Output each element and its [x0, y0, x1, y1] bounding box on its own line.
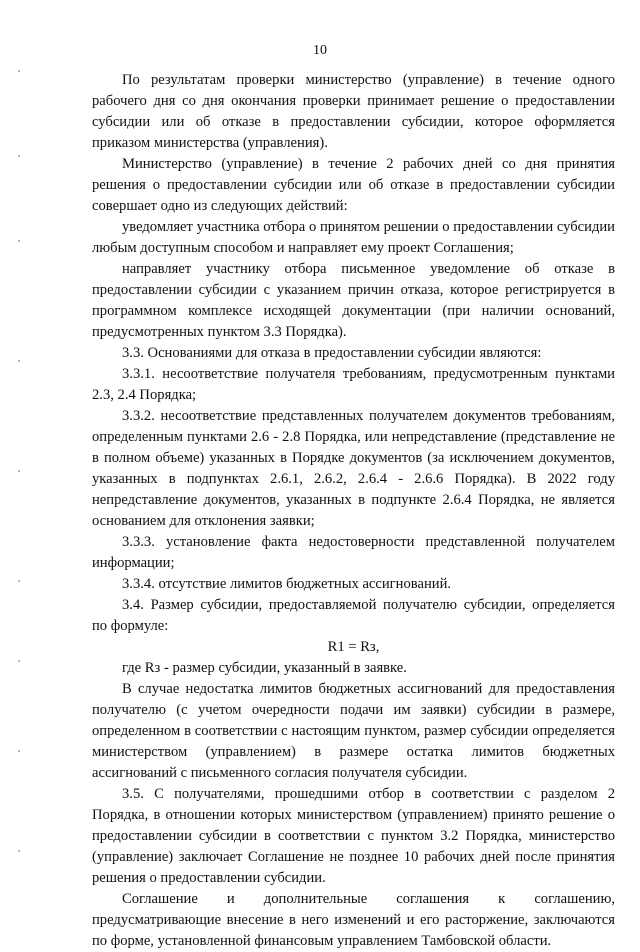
paragraph-3-3-1: 3.3.1. несоответствие получателя требованиям, предусмотренным пунктами 2.3, 2.4 Порядка; [92, 366, 615, 403]
paragraph-refusal-notice: направляет участнику отбора письменное уведомление об отказе в предоставлении субсидии с указанием причин отказа, которое регистрируется в программном комплексе исходящей документации (при наличии оснований, предусмотренных пунктом 3.3 Порядка). [92, 261, 615, 340]
paragraph-3-3-heading: 3.3. Основаниями для отказа в предоставлении субсидии являются: [122, 345, 542, 361]
paragraph-formula-legend: где Rз - размер субсидии, указанный в заявке. [122, 660, 407, 676]
paragraph-3-4: 3.4. Размер субсидии, предоставляемой получателю субсидии, определяется по формуле: [92, 597, 615, 634]
margin-dot [18, 580, 20, 582]
paragraph-agreement-form: Соглашение и дополнительные соглашения к соглашению, предусматривающие внесение в него изменений и его расторжение, заключаются по форме, установленной финансовым управлением Тамбовской области. [92, 891, 615, 949]
paragraph-3-5: 3.5. С получателями, прошедшими отбор в соответствии с разделом 2 Порядка, в отношении которых министерством (управлением) принято решение о предоставлении субсидии в соответствии с пунктом 3.2 Порядка, министерство (управление) заключает Соглашение не позднее 10 рабочих дней после принятия решения о предоставлении субсидии. [92, 786, 615, 886]
margin-dot [18, 470, 20, 472]
formula: R1 = Rз, [327, 639, 380, 655]
margin-dot [18, 70, 20, 72]
document-body [92, 70, 615, 952]
margin-dot [18, 660, 20, 662]
paragraph-3-3-3: 3.3.3. установление факта недостоверности представленной получателем информации; [92, 534, 615, 571]
page-number: 10 [313, 43, 327, 58]
paragraph-ministry-actions: Министерство (управление) в течение 2 рабочих дней со дня принятия решения о предоставлении субсидии или об отказе в предоставлении субсидии совершает одно из следующих действий: [92, 156, 615, 214]
paragraph-limit-shortage: В случае недостатка лимитов бюджетных ассигнований для предоставления получателю (с учетом очередности подачи им заявки) субсидии в размере, определенном в соответствии с настоящим пунктом, размер субсидии определяется министерством (управлением) в размере остатка лимитов бюджетных ассигнований с письменного согласия получателя субсидии. [92, 681, 615, 781]
paragraph-3-3-4: 3.3.4. отсутствие лимитов бюджетных ассигнований. [122, 576, 452, 592]
margin-dot [18, 360, 20, 362]
margin-dot [18, 850, 20, 852]
paragraph-3-3-2: 3.3.2. несоответствие представленных получателем документов требованиям, определенным пунктами 2.6 - 2.8 Порядка, или непредставление (представление не в полном объеме) указанных в Порядке документов (за исключением документов, указанных в подпунктах 2.6.1, 2.6.2, 2.6.4 - 2.6.6 Порядка). В 2022 году непредставление документов, указанных в подпункте 2.6.4 Порядка, не является основанием для отклонения заявки; [92, 408, 615, 529]
binding-margin-marks [18, 60, 20, 900]
paragraph-review-result: По результатам проверки министерство (управление) в течение одного рабочего дня со дня окончания проверки принимает решение о предоставлении субсидии или об отказе в предоставлении субсидии, которое оформляется приказом министерства (управления). [92, 72, 615, 151]
margin-dot [18, 750, 20, 752]
margin-dot [18, 155, 20, 157]
paragraph-notify-participant: уведомляет участника отбора о принятом решении о предоставлении субсидии любым доступным способом и направляет ему проект Соглашения; [92, 219, 615, 256]
margin-dot [18, 240, 20, 242]
